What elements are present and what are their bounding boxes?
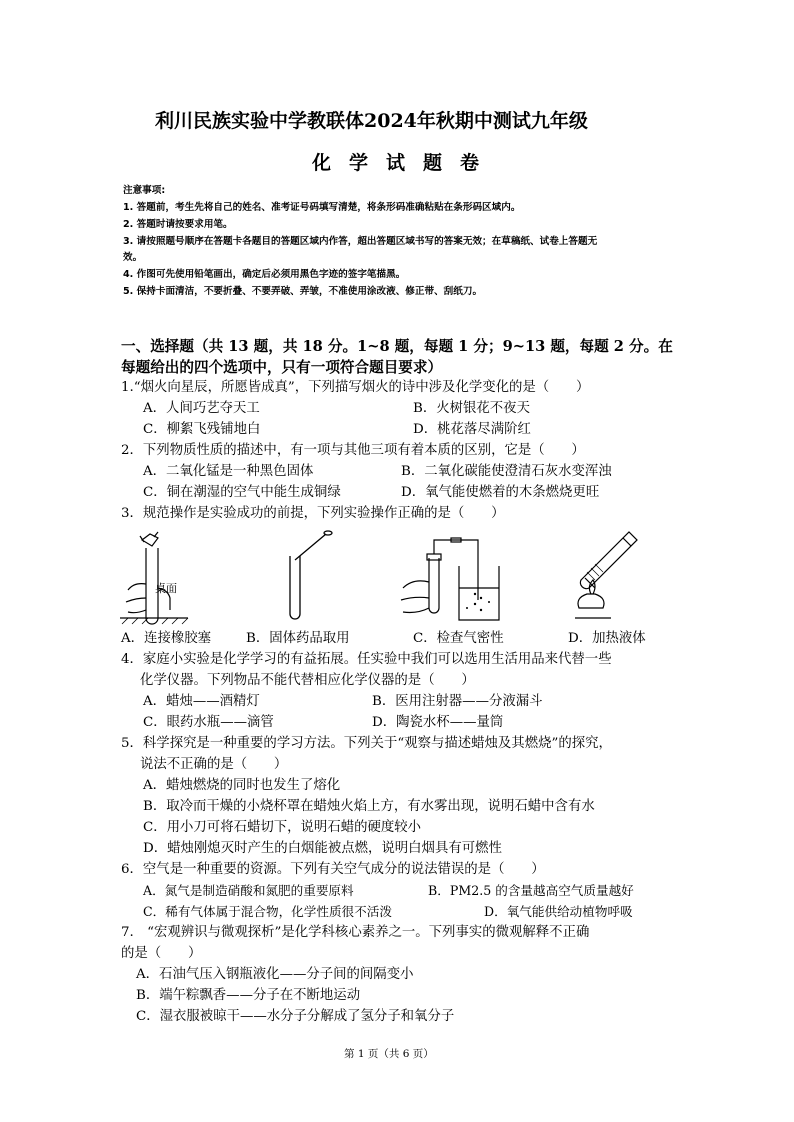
notice-item: 5. 保持卡面清洁，不要折叠、不要弄破、弄皱，不准使用涂改液、修正带、刮纸刀。: [123, 286, 483, 297]
q4-option-d: D．陶瓷水杯——量筒: [372, 715, 504, 730]
q4-option-a: A．蜡烛——酒精灯: [143, 694, 260, 709]
q5-option-c: C．用小刀可将石蜡切下，说明石蜡的硬度较小: [143, 820, 422, 835]
q3-option-c: C．检查气密性: [413, 631, 504, 646]
section-heading: 一、选择题（共 13 题，共 18 分。1~8 题，每题 1 分；9~13 题，每题 2 分。在: [121, 338, 673, 355]
q7-option-b: B．端午粽飘香——分子在不断地运动: [136, 988, 361, 1003]
question-5-stem-cont: 说法不正确的是（ ）: [140, 757, 288, 772]
figure-c-airtightness: [395, 528, 505, 626]
question-7-stem-cont: 的是（ ）: [121, 946, 202, 961]
q4-option-c: C．眼药水瓶——滴管: [143, 715, 274, 730]
notice-heading: 注意事项:: [123, 185, 166, 196]
q1-option-c: C．柳絮飞残铺地白: [143, 422, 261, 437]
question-2-stem: 2．下列物质性质的描述中，有一项与其他三项有着本质的区别，它是（ ）: [121, 443, 585, 458]
q2-option-c: C．铜在潮湿的空气中能生成铜绿: [143, 485, 341, 500]
q6-option-a: A．氮气是制造硝酸和氮肥的重要原料: [143, 883, 354, 898]
q3-option-d: D．加热液体: [568, 631, 646, 646]
q4-option-b: B．医用注射器——分液漏斗: [372, 694, 543, 709]
desk-label: 桌面: [155, 582, 177, 595]
q7-option-c: C．湿衣服被晾干——水分子分解成了氢分子和氧分子: [136, 1009, 455, 1024]
question-4-stem-cont: 化学仪器。下列物品不能代替相应化学仪器的是（ ）: [140, 673, 475, 688]
question-4-stem: 4．家庭小实验是化学学习的有益拓展。任实验中我们可以选用生活用品来代替一些: [121, 652, 612, 667]
notice-item: 3. 请按照题号顺序在答题卡各题目的答题区域内作答，超出答题区域书写的答案无效；在草稿纸、试卷上答题无: [123, 236, 598, 247]
notice-item: 效。: [123, 252, 143, 263]
notice-item: 4. 作图可先使用铅笔画出，确定后必须用黑色字迹的签字笔描黑。: [123, 269, 406, 280]
q1-option-b: B．火树银花不夜天: [413, 401, 530, 416]
q3-option-b: B．固体药品取用: [246, 631, 350, 646]
exam-title: 利川民族实验中学教联体2024年秋期中测试九年级: [155, 110, 588, 132]
q1-option-a: A．人间巧艺夺天工: [143, 401, 260, 416]
notice-item: 2. 答题时请按要求用笔。: [123, 219, 233, 230]
q6-option-c: C．稀有气体属于混合物，化学性质很不活泼: [143, 904, 392, 919]
exam-subtitle: 化学试题卷: [312, 152, 498, 174]
q2-option-d: D．氧气能使燃着的木条燃烧更旺: [401, 485, 600, 500]
question-3-stem: 3．规范操作是实验成功的前提，下列实验操作正确的是（ ）: [121, 506, 505, 521]
q6-option-d: D．氧气能供给动植物呼吸: [484, 904, 633, 919]
question-1-stem: 1.“烟火向星辰，所愿皆成真”，下列描写烟火的诗中涉及化学变化的是（ ）: [121, 380, 590, 395]
q5-option-a: A．蜡烛燃烧的同时也发生了熔化: [143, 778, 341, 793]
q5-option-b: B．取冷而干燥的小烧杯罩在蜡烛火焰上方，有水雾出现，说明石蜡中含有水: [143, 799, 595, 814]
figure-a-stopper: [118, 528, 190, 626]
section-heading: 每题给出的四个选项中，只有一项符合题目要求）: [121, 359, 443, 376]
q2-option-a: A．二氧化锰是一种黑色固体: [143, 464, 314, 479]
q2-option-b: B．二氧化碳能使澄清石灰水变浑浊: [401, 464, 612, 479]
q6-option-b: B．PM2.5 的含量越高空气质量越好: [428, 883, 634, 898]
q5-option-d: D．蜡烛刚熄灭时产生的白烟能被点燃，说明白烟具有可燃性: [143, 841, 502, 856]
page-footer: 第 1 页（共 6 页）: [344, 1048, 434, 1060]
question-5-stem: 5．科学探究是一种重要的学习方法。下列关于“观察与描述蜡烛及其燃烧”的探究，: [121, 736, 612, 751]
notice-item: 1. 答题前，考生先将自己的姓名、准考证号码填写清楚，将条形码准确粘贴在条形码区域内。: [123, 202, 521, 213]
q1-option-d: D．桃花落尽满阶红: [413, 422, 531, 437]
question-7-stem: 7. “宏观辨识与微观探析”是化学科核心素养之一。下列事实的微观解释不正确: [121, 925, 590, 940]
figure-d-heating-liquid: [565, 528, 655, 626]
question-6-stem: 6．空气是一种重要的资源。下列有关空气成分的说法错误的是（ ）: [121, 862, 545, 877]
q3-option-a: A．连接橡胶塞: [121, 631, 212, 646]
q7-option-a: A．石油气压入钢瓶液化——分子间的间隔变小: [136, 967, 414, 982]
figure-b-solid-reagent: [280, 530, 340, 624]
